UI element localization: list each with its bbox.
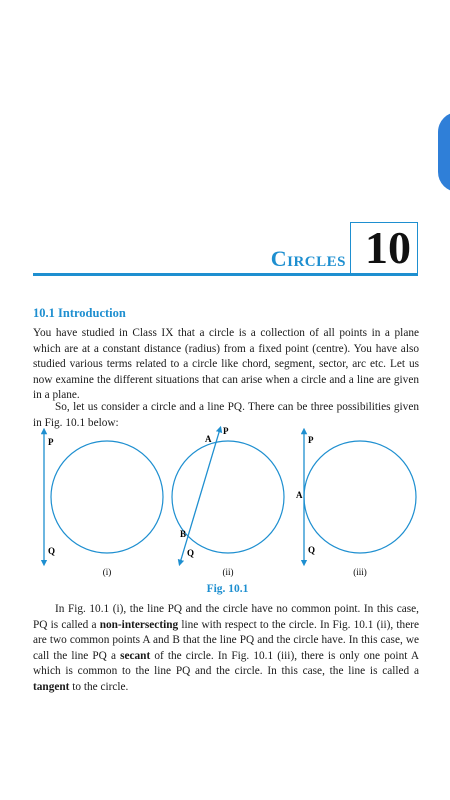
label-iii-p: P xyxy=(308,435,314,445)
section-heading: 10.1 Introduction xyxy=(33,306,126,320)
chapter-header xyxy=(33,222,418,278)
header-rule xyxy=(33,273,418,276)
label-iii-a: A xyxy=(296,490,303,500)
label-ii-q: Q xyxy=(187,548,195,558)
figure-10-1 xyxy=(30,425,425,595)
intro-paragraph: You have studied in Class IX that a circle is a collection of all points in a plane which are at a constant distance (radius) from a fixed point (centre). You have also studied various terms related to a circle like chord, segment, sector, arc etc. Let us now examine the different situations that can arise when a circle and a line are given in a plane. xyxy=(33,327,419,401)
figure-caption: Fig. 10.1 xyxy=(206,583,249,595)
explanation-text-1: In Fig. 10.1 (i), the line PQ and the circle have no common point. In this case, PQ is called a xyxy=(33,603,419,631)
sub-i: (i) xyxy=(102,567,112,577)
circle-iii xyxy=(304,441,416,553)
possibilities-paragraph: So, let us consider a circle and a line PQ. There can be three possibilities given in Fig. 10.1 below: xyxy=(33,401,419,429)
term-non-intersecting: non-intersecting xyxy=(99,618,179,631)
explanation-text-2: line with respect to the circle. In Fig. 10.1 (ii), there are two common points A and B that the line PQ and the circle have. In this case, we call the line PQ a xyxy=(33,618,419,662)
sub-iii: (iii) xyxy=(353,567,367,577)
chapter-number-box xyxy=(350,222,418,273)
chapter-title: Circles xyxy=(270,246,346,271)
term-tangent: tangent xyxy=(33,680,70,693)
label-ii-p: P xyxy=(223,426,229,436)
label-iii-q: Q xyxy=(308,545,316,555)
label-ii-a: A xyxy=(205,434,212,444)
label-ii-b: B xyxy=(180,529,187,539)
explanation-paragraph xyxy=(33,602,419,695)
sub-ii: (ii) xyxy=(222,567,234,577)
circle-ii xyxy=(172,441,284,553)
figure-drawing xyxy=(30,425,425,585)
circle-i xyxy=(51,441,163,553)
term-secant: secant xyxy=(120,649,151,662)
label-i-q: Q xyxy=(48,546,56,556)
explanation-text-3: of the circle. In Fig. 10.1 (iii), there is only one point A which is common to the line PQ and the circle. In this case, the line is called a xyxy=(33,649,420,677)
explanation-text-4: to the circle. xyxy=(69,680,129,693)
label-i-p: P xyxy=(48,437,54,447)
side-tab[interactable] xyxy=(438,112,450,192)
chapter-number: 10 xyxy=(365,222,411,273)
